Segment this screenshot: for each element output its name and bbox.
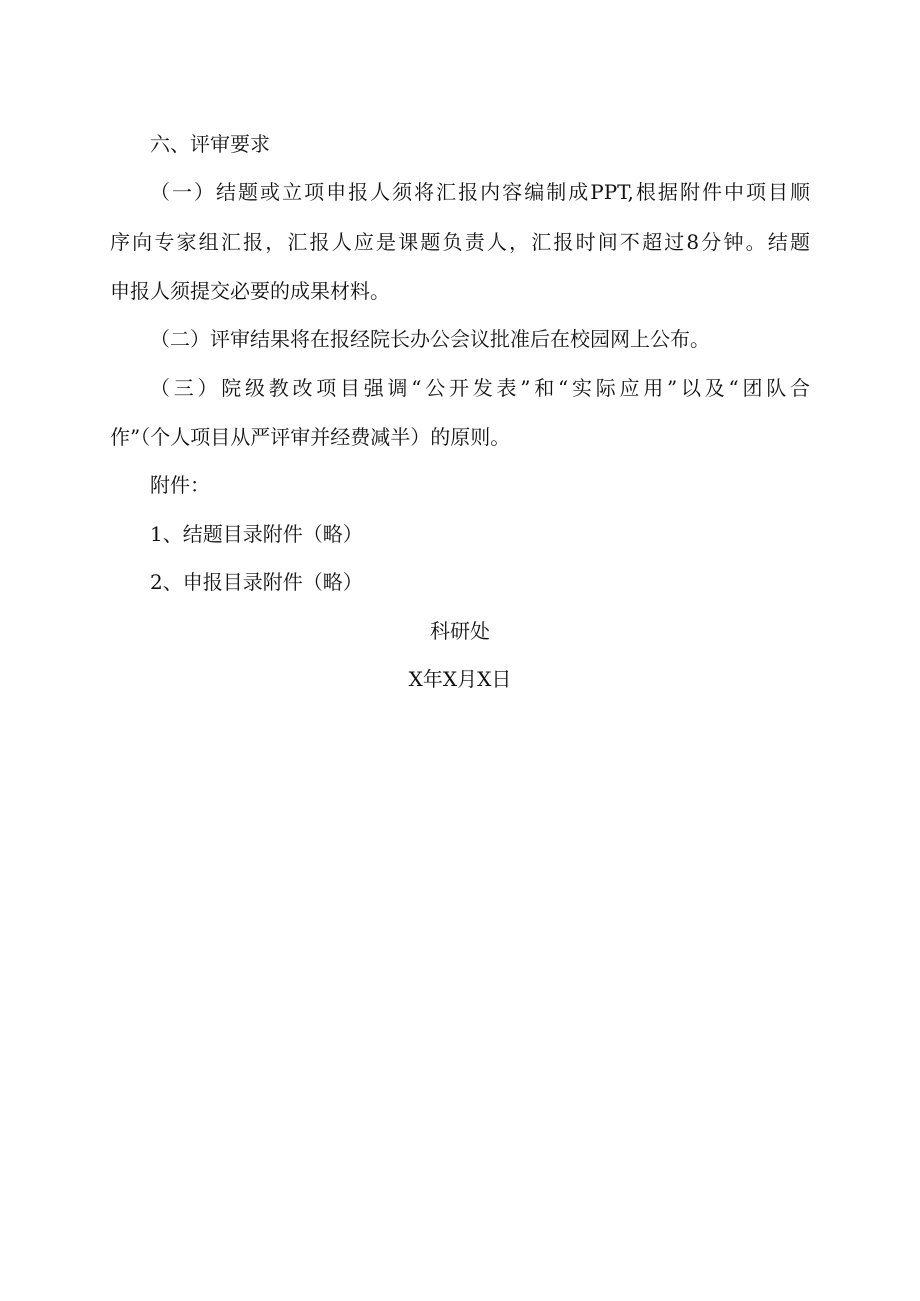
attachment-item-2: 2、申报目录附件（略） [150, 570, 363, 594]
item3-line2: 作”（个人项目从严评审并经费减半）的原则。 [110, 425, 511, 449]
date: X年X月X日 [408, 667, 512, 691]
section-heading: 六、评审要求 [150, 132, 270, 156]
item2-text: （二）评审结果将在报经院长办公会议批准后在校园网上公布。 [150, 327, 710, 351]
item1-line3: 申报人须提交必要的成果材料。 [110, 279, 390, 303]
attachment-item-1: 1、结题目录附件（略） [150, 522, 363, 546]
item1-line1: （一）结题或立项申报人须将汇报内容编制成PPT,根据附件中项目顺 [150, 180, 810, 204]
item1-line2: 序向专家组汇报，汇报人应是课题负责人，汇报时间不超过8分钟。结题 [110, 230, 810, 254]
signature: 科研处 [430, 619, 490, 643]
attachments-label: 附件： [150, 473, 210, 497]
item3-line1: （三）院级教改项目强调“公开发表”和“实际应用”以及“团队合 [150, 376, 810, 400]
